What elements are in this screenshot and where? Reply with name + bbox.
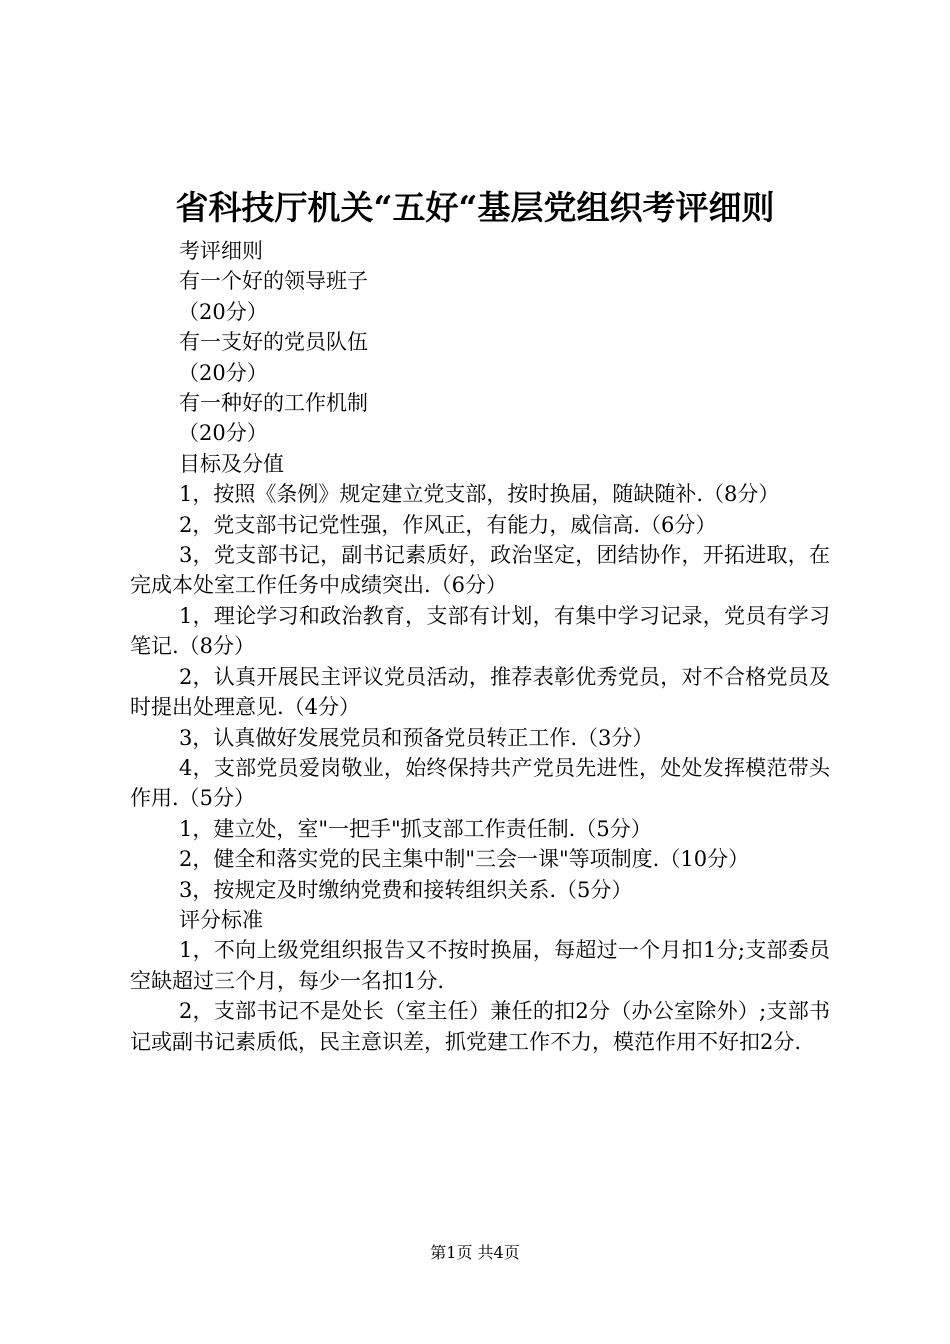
section-heading: 考评细则 (179, 239, 263, 263)
criteria-paragraph: 2，认真开展民主评议党员活动，推荐表彰优秀党员，对不合格党员及时提出处理意见.（4分） (130, 664, 830, 720)
criteria-paragraph: 1，不向上级党组织报告又不按时换届，每超过一个月扣1分;支部委员空缺超过三个月，每少一名扣1分. (130, 938, 830, 993)
section-score: （20分） (178, 360, 268, 385)
document-body (130, 236, 830, 1057)
section-heading: 有一种好的工作机制 (179, 391, 368, 416)
criteria-paragraph: 3，认真做好发展党员和预备党员转正工作.（3分） (179, 725, 654, 750)
criteria-paragraph: 2，支部书记不是处长（室主任）兼任的扣2分（办公室除外）;支部书记或副书记素质低，民主意识差，抓党建工作不力，模范作用不好扣2分. (130, 999, 830, 1054)
criteria-paragraph: 2，党支部书记党性强，作风正，有能力，威信高.（6分） (179, 512, 717, 537)
criteria-paragraph: 4，支部党员爱岗敬业，始终保持共产党员先进性，处处发挥模范带头作用.（5分） (130, 755, 830, 811)
criteria-paragraph: 3，党支部书记，副书记素质好，政治坚定，团结协作，开拓进取，在完成本处室工作任务中成绩突出.（6分） (130, 543, 830, 598)
section-heading: 有一个好的领导班子 (179, 269, 368, 294)
page-footer: 第1页 共4页 (430, 1243, 520, 1262)
criteria-paragraph: 2，健全和落实党的民主集中制"三会一课"等项制度.（10分） (179, 847, 750, 872)
criteria-paragraph: 1，按照《条例》规定建立党支部，按时换届，随缺随补.（8分） (179, 482, 780, 507)
document-title: 省科技厅机关“五好“基层党组织考评细则 (175, 188, 775, 227)
section-heading: 评分标准 (179, 907, 263, 932)
criteria-paragraph: 1，建立处，室"一把手"抓支部工作责任制.（5分） (179, 816, 652, 841)
section-score: （20分） (178, 299, 268, 324)
criteria-paragraph: 1，理论学习和政治教育，支部有计划，有集中学习记录，党员有学习笔记.（8分） (130, 603, 830, 659)
section-score: （20分） (178, 421, 268, 446)
criteria-paragraph: 3，按规定及时缴纳党费和接转组织关系.（5分） (179, 877, 633, 902)
section-heading: 有一支好的党员队伍 (179, 330, 368, 355)
section-heading: 目标及分值 (179, 451, 284, 476)
